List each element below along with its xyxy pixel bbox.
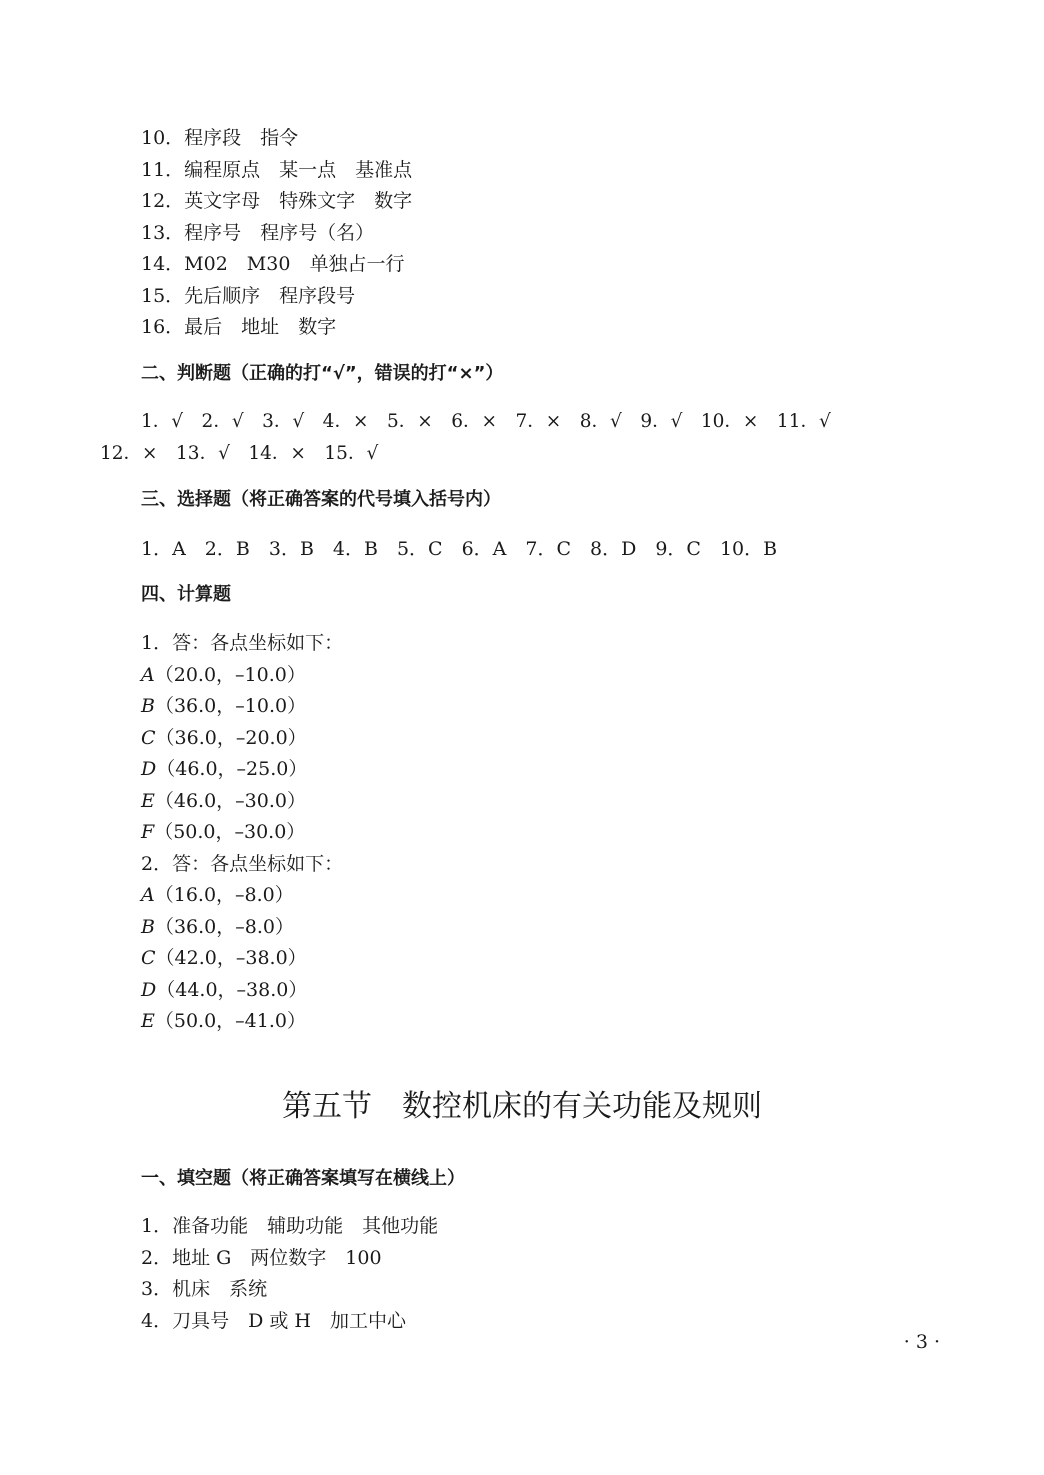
coordinate-line: [141, 946, 307, 970]
point-label: E: [141, 1010, 155, 1032]
point-label: B: [141, 916, 155, 938]
point-label: B: [141, 695, 155, 717]
section-heading: 一、填空题（将正确答案填写在横线上）: [141, 1168, 465, 1189]
point-coords: （50.0，–30.0）: [154, 821, 306, 843]
point-coords: （42.0，–38.0）: [155, 947, 307, 969]
answer-line: 3．机床 系统: [141, 1278, 268, 1300]
point-label: F: [141, 821, 155, 843]
calc-answer-title: 2．答：各点坐标如下：: [141, 853, 344, 875]
coordinate-line: [141, 789, 306, 813]
point-label: D: [141, 979, 157, 1001]
answer-line: 12．英文字母 特殊文字 数字: [141, 190, 413, 212]
point-label: E: [141, 790, 155, 812]
coordinate-line: [141, 1009, 306, 1033]
answer-line: 10．程序段 指令: [141, 127, 299, 149]
answer-line: 1．准备功能 辅助功能 其他功能: [141, 1215, 439, 1237]
section-heading: 二、判断题（正确的打“√”，错误的打“×”）: [141, 363, 504, 384]
coordinate-line: [141, 694, 306, 718]
section-title: 第五节 数控机床的有关功能及规则: [282, 1089, 762, 1124]
point-coords: （44.0，–38.0）: [156, 979, 308, 1001]
point-label: A: [141, 664, 155, 686]
point-label: D: [141, 758, 157, 780]
coordinate-line: [141, 978, 307, 1002]
section-heading: 三、选择题（将正确答案的代号填入括号内）: [141, 489, 501, 510]
answer-line: 11．编程原点 某一点 基准点: [141, 159, 413, 181]
point-coords: （36.0，–10.0）: [154, 695, 307, 717]
answer-line: 2．地址 G 两位数字 100: [141, 1247, 382, 1269]
coordinate-line: [141, 757, 307, 781]
page-number: · 3 ·: [903, 1331, 940, 1353]
point-coords: （36.0，–8.0）: [154, 916, 294, 938]
point-label: C: [141, 727, 156, 749]
answer-line: 14．M02 M30 单独占一行: [141, 253, 405, 275]
answer-line: 16．最后 地址 数字: [141, 316, 337, 338]
point-coords: （50.0，–41.0）: [154, 1010, 306, 1032]
point-coords: （46.0，–30.0）: [154, 790, 306, 812]
answer-line: 15．先后顺序 程序段号: [141, 285, 356, 307]
coordinate-line: [141, 883, 294, 907]
answer-line: 4．刀具号 D 或 H 加工中心: [141, 1310, 406, 1332]
coordinate-line: [141, 820, 305, 844]
point-coords: （46.0，–25.0）: [156, 758, 308, 780]
coordinate-line: [141, 663, 306, 687]
choice-answers: 1．A 2．B 3．B 4．B 5．C 6．A 7．C 8．D 9．C 10．B: [141, 538, 778, 560]
judge-answers-cont: 12．× 13．√ 14．× 15．√: [100, 443, 379, 464]
coordinate-line: [141, 915, 294, 939]
point-label: C: [141, 947, 156, 969]
calc-answer-title: 1．答：各点坐标如下：: [141, 632, 344, 654]
coordinate-line: [141, 726, 307, 750]
point-label: A: [141, 884, 155, 906]
section-heading: 四、计算题: [141, 584, 231, 605]
point-coords: （20.0，–10.0）: [154, 664, 306, 686]
point-coords: （36.0，–20.0）: [155, 727, 307, 749]
point-coords: （16.0，–8.0）: [154, 884, 294, 906]
answer-line: 13．程序号 程序号（名）: [141, 222, 375, 244]
judge-answers: 1．√ 2．√ 3．√ 4．× 5．× 6．× 7．× 8．√ 9．√ 10．× 11．√: [141, 411, 831, 432]
